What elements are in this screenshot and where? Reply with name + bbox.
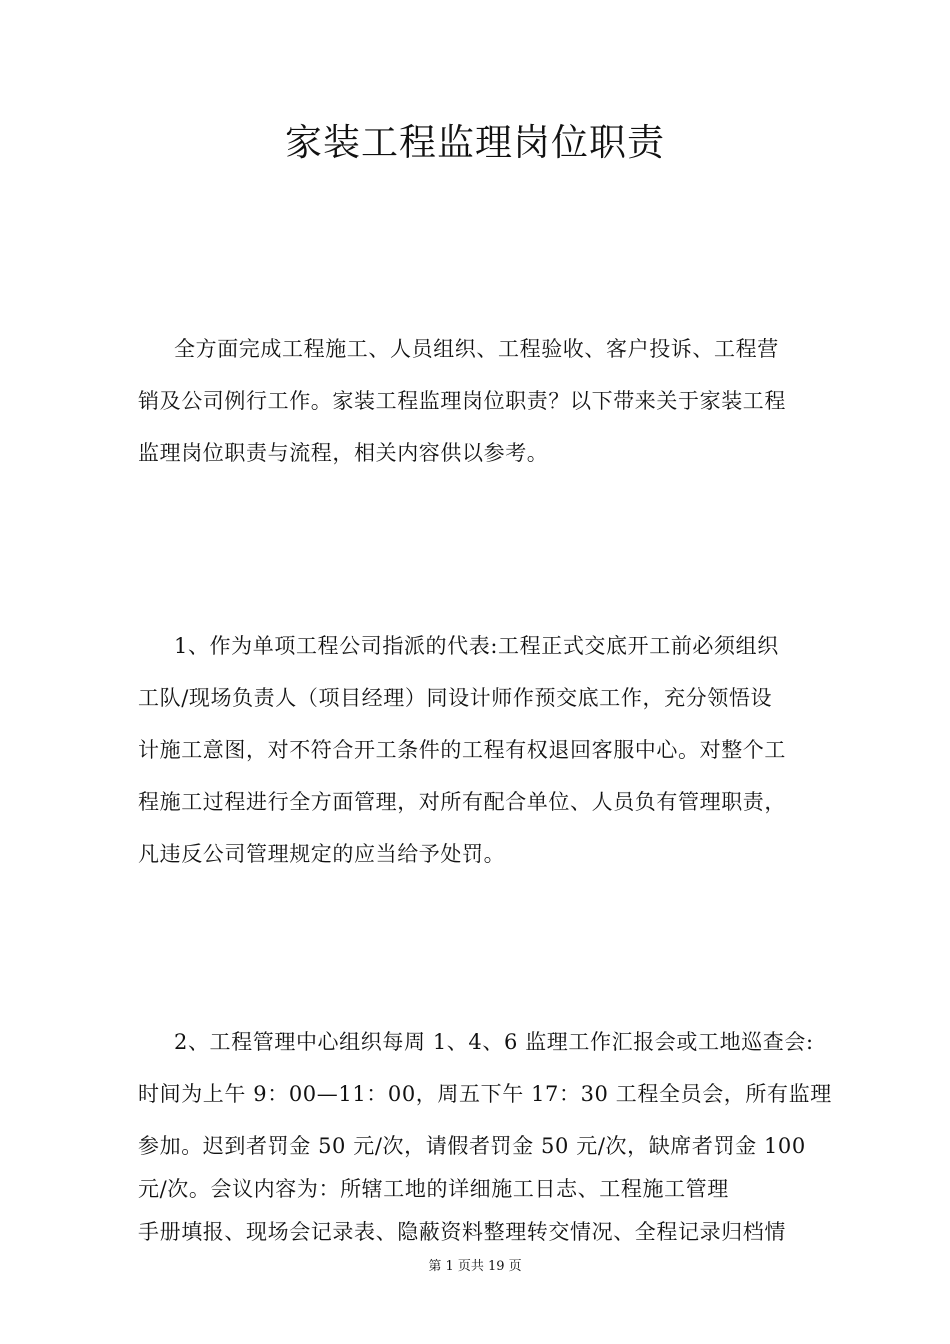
paragraph-item-2	[138, 1016, 832, 1258]
document-title: 家装工程监理岗位职责	[285, 121, 665, 164]
paragraph-line: 凡违反公司管理规定的应当给予处罚。	[138, 842, 506, 866]
paragraph-line: 程施工过程进行全方面管理，对所有配合单位、人员负有管理职责，	[138, 790, 786, 814]
paragraph-line: 1、作为单项工程公司指派的代表:工程正式交底开工前必须组织	[174, 634, 779, 658]
paragraph-item-1	[138, 620, 818, 880]
paragraph-line: 销及公司例行工作。家装工程监理岗位职责？以下带来关于家装工程	[138, 389, 786, 413]
paragraph-line: 参加。迟到者罚金 50 元/次，请假者罚金 50 元/次，缺席者罚金 100	[138, 1134, 806, 1158]
paragraph-line: 手册填报、现场会记录表、隐蔽资料整理转交情况、全程记录归档情	[138, 1220, 786, 1244]
paragraph-line: 时间为上午 9：00—11：00，周五下午 17：30 工程全员会，所有监理	[138, 1082, 832, 1106]
paragraph-line: 工队/现场负责人（项目经理）同设计师作预交底工作，充分领悟设	[138, 686, 773, 710]
paragraph-line: 全方面完成工程施工、人员组织、工程验收、客户投诉、工程营	[174, 337, 779, 361]
paragraph-line: 监理岗位职责与流程，相关内容供以参考。	[138, 441, 549, 465]
page-number-footer: 第 1 页共 19 页	[428, 1259, 522, 1274]
paragraph-line: 2、工程管理中心组织每周 1、4、6 监理工作汇报会或工地巡查会:	[174, 1030, 814, 1054]
paragraph-line: 元/次。会议内容为：所辖工地的详细施工日志、工程施工管理	[138, 1177, 729, 1201]
paragraph-intro	[138, 323, 818, 479]
paragraph-line: 计施工意图，对不符合开工条件的工程有权退回客服中心。对整个工	[138, 738, 786, 762]
